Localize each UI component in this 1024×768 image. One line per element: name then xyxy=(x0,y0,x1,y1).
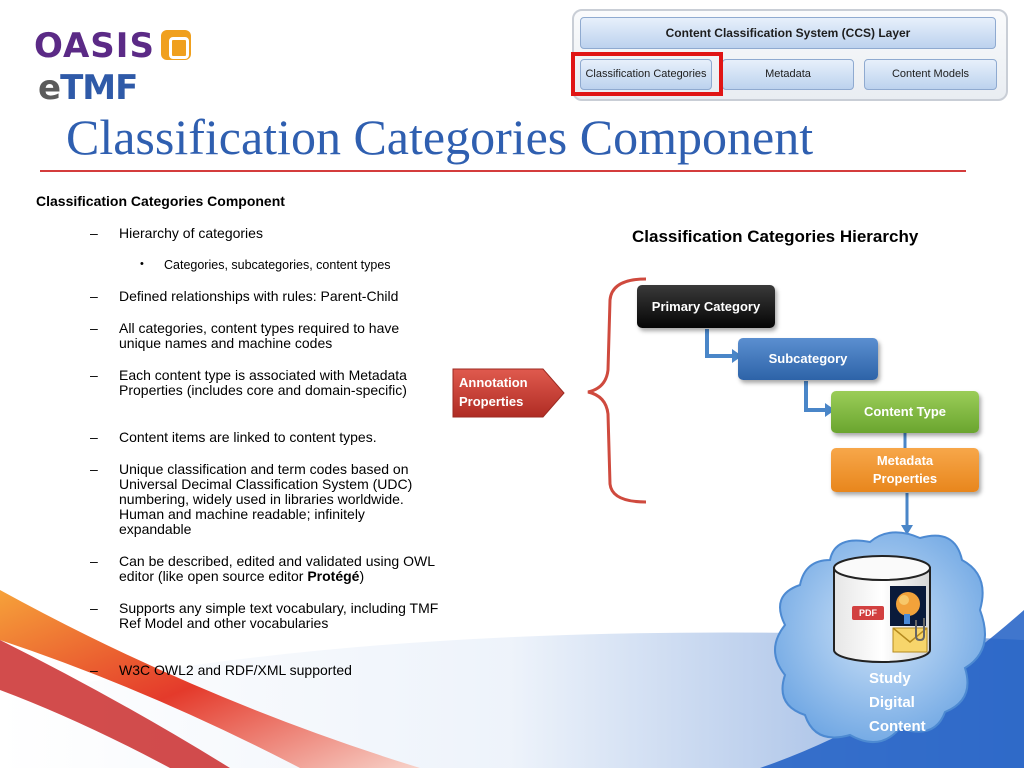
study-line-2: Digital xyxy=(869,694,915,711)
bullet-text: Hierarchy of categories xyxy=(119,225,263,241)
metadata-line-1: Metadata xyxy=(876,453,934,468)
dash-marker: – xyxy=(90,600,98,616)
content-type-box: Content Type xyxy=(831,391,979,433)
metadata-line-2: Properties xyxy=(872,471,938,486)
dash-marker: – xyxy=(90,320,98,336)
metadata-properties-box xyxy=(831,448,979,492)
etmf-logo-text: TMF xyxy=(60,68,138,108)
diagram-title: Classification Categories Hierarchy xyxy=(632,227,919,246)
study-digital-content-label xyxy=(869,667,926,739)
dash-marker: – xyxy=(90,225,98,241)
ccs-metadata-button[interactable]: Metadata xyxy=(722,59,854,90)
protege-name: Protégé xyxy=(307,568,360,584)
connector-sub-ct xyxy=(806,381,826,410)
primary-category-box: Primary Category xyxy=(637,285,775,328)
connector-primary-sub xyxy=(707,329,733,356)
subcategory-box: Subcategory xyxy=(738,338,878,380)
dot-marker: • xyxy=(140,258,144,270)
slide-title: Classification Categories Component xyxy=(66,109,814,165)
dash-marker: – xyxy=(90,662,98,678)
ccs-content-models-button[interactable]: Content Models xyxy=(864,59,997,90)
protege-close: ) xyxy=(359,568,365,584)
dash-marker: – xyxy=(90,429,98,445)
bullet-text: Unique classification and term codes based on Universal Decimal Classification System (UDC) numbering, widely used in libraries worldwide. Human and machine readable; infinitely expandable xyxy=(119,461,413,537)
oasis-logo-text: OASIS xyxy=(34,26,155,66)
annotation-properties-label xyxy=(453,369,543,417)
annotation-line-2: Properties xyxy=(459,394,524,409)
ccs-layer-header: Content Classification System (CCS) Layer xyxy=(580,17,996,49)
bullet-text: All categories, content types required to have unique names and machine codes xyxy=(119,320,400,351)
study-line-3: Content xyxy=(869,718,926,735)
bullet-text: Defined relationships with rules: Parent-Child xyxy=(119,288,399,304)
dash-marker: – xyxy=(90,288,98,304)
bullet-text: W3C OWL2 and RDF/XML supported xyxy=(119,662,352,678)
bullet-text: Each content type is associated with Metadata Properties (includes core and domain-specific) xyxy=(119,367,407,398)
bullet-text-main: Can be described, edited and validated using OWL editor (like open source editor xyxy=(119,553,435,584)
pdf-icon: PDF xyxy=(852,606,884,620)
annotation-line-1: Annotation xyxy=(459,375,528,390)
etmf-logo-e: e xyxy=(38,68,61,108)
study-line-1: Study xyxy=(869,670,911,687)
dash-marker: – xyxy=(90,461,98,477)
ccs-classification-categories-button[interactable]: Classification Categories xyxy=(580,59,712,90)
bullets-heading: Classification Categories Component xyxy=(36,193,285,209)
dash-marker: – xyxy=(90,553,98,569)
bullet-text: Content items are linked to content types. xyxy=(119,429,377,445)
database-top xyxy=(834,556,930,580)
sub-bullet-text: Categories, subcategories, content types xyxy=(164,258,391,272)
bullet-text: Supports any simple text vocabulary, including TMF Ref Model and other vocabularies xyxy=(119,600,439,631)
dash-marker: – xyxy=(90,367,98,383)
